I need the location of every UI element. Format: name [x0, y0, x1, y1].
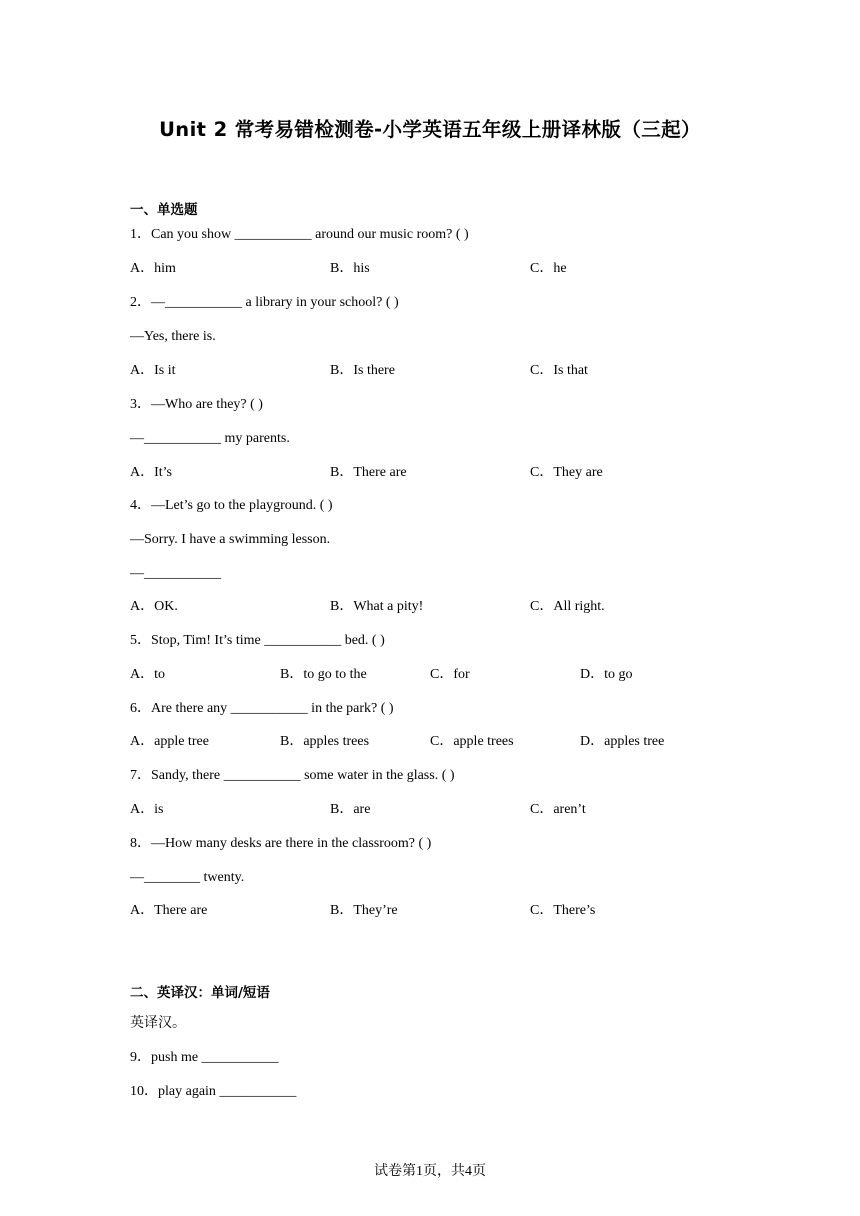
question-6-stem: 6．Are there any ___________ in the park? ( ) — [130, 701, 394, 716]
question-3-line-2: —___________ my parents. — [130, 431, 290, 446]
page-footer: 试卷第1页，共4页 — [374, 1164, 486, 1179]
section-2-heading: 二、英译汉：单词/短语 — [130, 985, 270, 1001]
question-7-option-b: B．are — [330, 802, 371, 817]
question-3-option-c: C．They are — [530, 465, 603, 480]
question-2-line-2: —Yes, there is. — [130, 329, 216, 344]
question-7-stem: 7．Sandy, there ___________ some water in the glass. ( ) — [130, 768, 455, 783]
question-5-option-c: C．for — [430, 667, 470, 682]
question-2-option-b: B．Is there — [330, 363, 395, 378]
question-10: 10．play again ___________ — [130, 1084, 297, 1099]
question-4-option-c: C．All right. — [530, 599, 605, 614]
question-4-option-b: B．What a pity! — [330, 599, 424, 614]
question-8-line-2: —________ twenty. — [130, 870, 245, 885]
question-9: 9．push me ___________ — [130, 1050, 279, 1065]
question-1-option-c: C．he — [530, 261, 567, 276]
page-title: Unit 2 常考易错检测卷-小学英语五年级上册译林版（三起） — [159, 118, 701, 141]
question-6-option-b: B．apples trees — [280, 734, 370, 749]
question-2-option-a: A．Is it — [130, 363, 176, 378]
question-6-option-c: C．apple trees — [430, 734, 514, 749]
question-8-option-b: B．They’re — [330, 903, 398, 918]
question-1-option-b: B．his — [330, 261, 370, 276]
question-6-option-a: A．apple tree — [130, 734, 209, 749]
question-2-option-c: C．Is that — [530, 363, 588, 378]
question-3-option-a: A．It’s — [130, 465, 172, 480]
question-4-option-a: A．OK. — [130, 599, 178, 614]
question-5-option-b: B．to go to the — [280, 667, 367, 682]
question-4-line-2: —Sorry. I have a swimming lesson. — [130, 532, 331, 547]
question-3-stem: 3．—Who are they? ( ) — [130, 397, 263, 412]
question-7-option-a: A．is — [130, 802, 164, 817]
question-4-line-3: —___________ — [130, 566, 221, 581]
question-5-option-a: A．to — [130, 667, 165, 682]
question-2-stem: 2．—___________ a library in your school? ( ) — [130, 295, 399, 310]
question-6-option-d: D．apples tree — [580, 734, 665, 749]
question-5-option-d: D．to go — [580, 667, 633, 682]
question-1-option-a: A．him — [130, 261, 176, 276]
question-8-option-a: A．There are — [130, 903, 208, 918]
question-8-stem: 8．—How many desks are there in the classroom? ( ) — [130, 836, 432, 851]
question-5-stem: 5．Stop, Tim! It’s time ___________ bed. ( ) — [130, 633, 385, 648]
section-2-instruction: 英译汉。 — [130, 1016, 186, 1031]
question-8-option-c: C．There’s — [530, 903, 596, 918]
question-7-option-c: C．aren’t — [530, 802, 586, 817]
question-4-stem: 4．—Let’s go to the playground. ( ) — [130, 498, 333, 513]
question-3-option-b: B．There are — [330, 465, 407, 480]
question-1-stem: 1．Can you show ___________ around our music room? ( ) — [130, 227, 469, 242]
section-1-heading: 一、单选题 — [130, 202, 198, 218]
